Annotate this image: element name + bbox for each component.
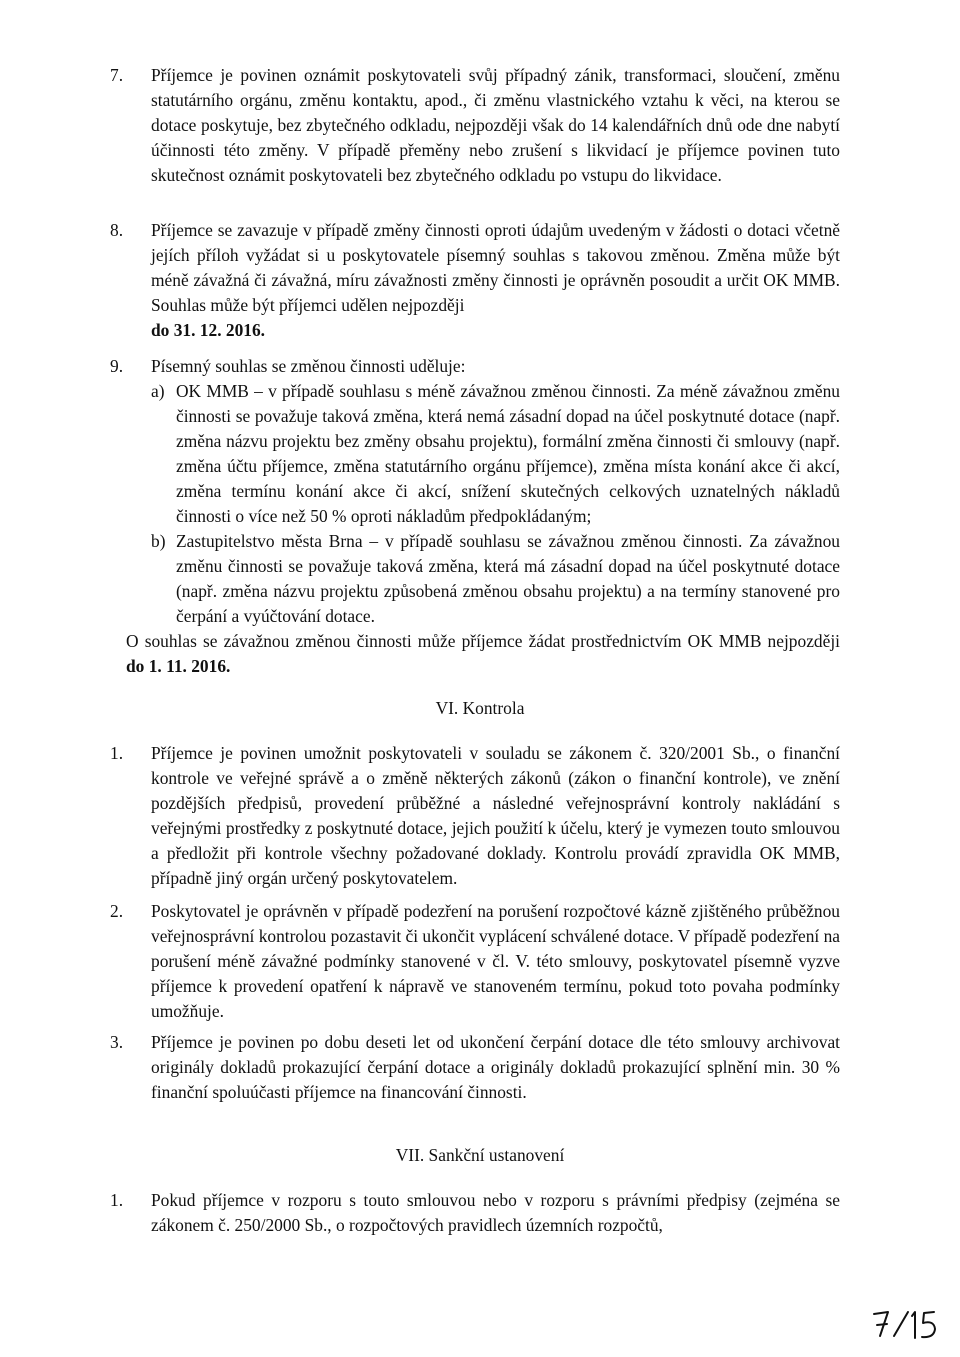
item-number: 8. bbox=[110, 220, 124, 240]
item-number: 1. bbox=[110, 743, 124, 763]
item-text: Pokud příjemce v rozporu s touto smlouvou nebo v rozporu s právními předpisy (zejména se zákonem č. 250/2000 Sb., o rozpočtových pravidlech územních rozpočtů, bbox=[151, 1190, 840, 1235]
item-number: 9. bbox=[110, 356, 124, 376]
item-number: 3. bbox=[110, 1032, 124, 1052]
item-number: 2. bbox=[110, 901, 124, 921]
section-heading-vi: VI. Kontrola bbox=[435, 698, 525, 718]
item-text: Příjemce je povinen umožnit poskytovateli v souladu se zákonem č. 320/2001 Sb., o finanční kontrole ve veřejné správě a o změně některých zákonů (zákon o finanční kontrole), ve znění pozdějších předpisů, provedení průběžné a následné veřejnosprávní kontroly nakládání s veřejnými prostředky z poskytnuté dotace, jejich použití k účelu, který je vymezen touto smlouvou a předložit při kontrole všechny požadované doklady. Kontrolu provádí zpravidla OK MMB, případně jiný orgán určený poskytovatelem. bbox=[151, 743, 840, 888]
handwritten-page-number bbox=[868, 1300, 948, 1350]
item-text: Poskytovatel je oprávněn v případě podezření na porušení rozpočtové kázně zjištěného průběžnou veřejnosprávní kontrolou pozastavit či ukončit vyplácení schválené dotace. V případě podezření na porušení méně závažné podmínky stanovené v čl. V. této smlouvy, poskytovatel písemně vyzve příjemce k provedení opatření k nápravě ve stanoveném termínu, pokud toto povaha podmínky umožňuje. bbox=[151, 901, 840, 1021]
item-text: Písemný souhlas se změnou činnosti uděluje: a) OK MMB – v případě souhlasu s méně závažnou změnou činnosti. Za méně závažnou změnu činnosti se považuje taková změna, která nemá zásadní dopad na účel poskytnuté dotace (např. změna názvu projektu bez změny obsahu projektu), formální změna činnosti či smlouvy (např. změna účtu příjemce, změna statutárního orgánu příjemce), změna místa konání akce či akcí, změna termínu konání akce či akcí, snížení skutečných celkových uznatelných nákladů činnosti o více než 50 % oproti nákladům předpokládaným; b) Zastupitelstvo města Brna – v případě souhlasu se závažnou změnou činnosti. Za závažnou změnu činnosti se považuje taková změna, která má zásadní dopad na účel poskytnuté dotace (např. změna názvu projektu způsobená změnou obsahu projektu) a na termíny stanovené pro čerpání a vyúčtování dotace. O souhlas se závažnou změnou činnosti může příjemce žádat prostřednictvím OK MMB nejpozději do 1. 11. 2016. bbox=[126, 356, 840, 676]
item-text: Příjemce se zavazuje v případě změny činnosti oproti údajům uvedeným v žádosti o dotaci včetně jejích příloh vyžádat si u poskytovatele písemný souhlas s takovou změnou. Změna může být méně závažná či závažná, míru závažnosti změny činnosti je oprávněn posoudit a určit OK MMB. Souhlas může být příjemci udělen nejpozději do 31. 12. 2016. bbox=[151, 220, 840, 340]
item-number: 1. bbox=[110, 1190, 124, 1210]
subitem-b: b) Zastupitelstvo města Brna – v případě souhlasu se závažnou změnou činnosti. Za závažnou změnu činnosti se považuje taková změna, která má zásadní dopad na účel poskytnuté dotace (např. změna názvu projektu způsobená změnou obsahu projektu) a na termíny stanovené pro čerpání a vyúčtování dotace. bbox=[151, 531, 840, 626]
deadline-date: do 31. 12. 2016. bbox=[151, 320, 266, 340]
item-text: Příjemce je povinen po dobu deseti let od ukončení čerpání dotace dle této smlouvy archivovat originály dokladů prokazující čerpání dotace a originály dokladů prokazující splnění min. 30 % finanční spoluúčasti příjemce na financování činnosti. bbox=[151, 1032, 840, 1102]
item-text: Příjemce je povinen oznámit poskytovateli svůj případný zánik, transformaci, sloučení, změnu statutárního orgánu, změnu kontaktu, apod., či změnu vlastnického vztahu k věci, na kterou se dotace poskytuje, bez zbytečného odkladu, nejpozději však do 14 kalendářních dnů ode dne nabytí účinnosti této změny. V případě přeměny nebo zrušení s likvidací je příjemce povinen tuto skutečnost oznámit poskytovateli bez zbytečného odkladu po vstupu do likvidace. bbox=[151, 65, 840, 185]
deadline-date: do 1. 11. 2016. bbox=[126, 656, 231, 676]
subitem-a: a) OK MMB – v případě souhlasu s méně závažnou změnou činnosti. Za méně závažnou změnu činnosti se považuje taková změna, která nemá zásadní dopad na účel poskytnuté dotace (např. změna názvu projektu bez změny obsahu projektu), formální změna činnosti či smlouvy (např. změna účtu příjemce, změna statutárního orgánu příjemce), změna místa konání akce či akcí, změna termínu konání akce či akcí, snížení skutečných celkových uznatelných nákladů činnosti o více než 50 % oproti nákladům předpokládaným; bbox=[151, 381, 840, 526]
section-heading-vii: VII. Sankční ustanovení bbox=[395, 1145, 565, 1165]
item-number: 7. bbox=[110, 65, 124, 85]
